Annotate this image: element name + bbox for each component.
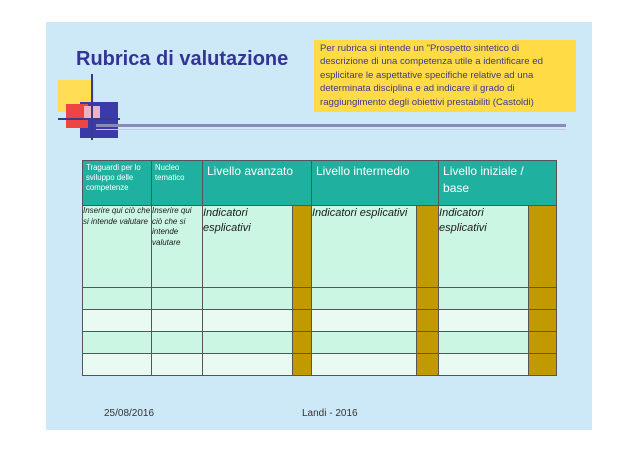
empty-cell — [203, 332, 293, 354]
title-underline-thin — [96, 129, 566, 130]
table-row — [83, 206, 557, 288]
empty-cell — [203, 310, 293, 332]
header-nucleo: Nucleo tematico — [152, 161, 203, 206]
cell-avanzato: Indicatori esplicativi — [203, 206, 293, 288]
empty-cell — [152, 310, 203, 332]
header-base: Livello iniziale / base — [439, 161, 557, 206]
cell-intermedio: Indicatori esplicativi — [312, 206, 417, 288]
cell-score-intermedio — [417, 206, 439, 288]
empty-cell — [439, 288, 529, 310]
page-title: Rubrica di valutazione — [76, 48, 289, 70]
table-header-row — [83, 161, 557, 206]
header-avanzato: Livello avanzato — [203, 161, 312, 206]
header-intermedio: Livello intermedio — [312, 161, 439, 206]
empty-cell — [152, 288, 203, 310]
deco-horizontal-line — [58, 118, 120, 120]
empty-cell — [203, 288, 293, 310]
footer-date: 25/08/2016 — [104, 408, 155, 419]
score-cell — [417, 332, 439, 354]
empty-cell — [439, 310, 529, 332]
score-cell — [529, 332, 557, 354]
empty-cell — [312, 332, 417, 354]
footer-author: Landi - 2016 — [302, 408, 358, 419]
score-cell — [293, 354, 312, 376]
score-cell — [417, 288, 439, 310]
empty-cell — [83, 288, 152, 310]
table-row — [83, 288, 557, 310]
rubric-table — [82, 160, 557, 376]
score-cell — [293, 332, 312, 354]
cell-base: Indicatori esplicativi — [439, 206, 529, 288]
cell-traguardi: Inserire qui ciò che si intende valutare — [83, 206, 152, 288]
cell-score-base — [529, 206, 557, 288]
definition-note: Per rubrica si intende un "Prospetto sintetico di descrizione di una competenza utile a identificare ed esplicitare le aspettative specifiche relative ad una determinata disciplina e ad indicare il grado di raggiungimento degli obiettivi prestabiliti (Castoldi) — [314, 40, 576, 112]
score-cell — [293, 310, 312, 332]
empty-cell — [152, 354, 203, 376]
table-row — [83, 354, 557, 376]
empty-cell — [83, 354, 152, 376]
empty-cell — [203, 354, 293, 376]
score-cell — [417, 310, 439, 332]
cell-nucleo: Inserire qui ciò che si intende valutare — [152, 206, 203, 288]
table-row — [83, 310, 557, 332]
empty-cell — [312, 288, 417, 310]
empty-cell — [439, 354, 529, 376]
empty-cell — [312, 310, 417, 332]
table-row — [83, 332, 557, 354]
score-cell — [293, 288, 312, 310]
deco-vertical-line — [91, 74, 93, 140]
header-traguardi: Traguardi per lo sviluppo delle competenze — [83, 161, 152, 206]
title-underline — [96, 124, 566, 127]
empty-cell — [152, 332, 203, 354]
empty-cell — [439, 332, 529, 354]
score-cell — [529, 310, 557, 332]
score-cell — [417, 354, 439, 376]
empty-cell — [83, 310, 152, 332]
empty-cell — [312, 354, 417, 376]
cell-score-avanzato — [293, 206, 312, 288]
empty-cell — [83, 332, 152, 354]
score-cell — [529, 288, 557, 310]
score-cell — [529, 354, 557, 376]
